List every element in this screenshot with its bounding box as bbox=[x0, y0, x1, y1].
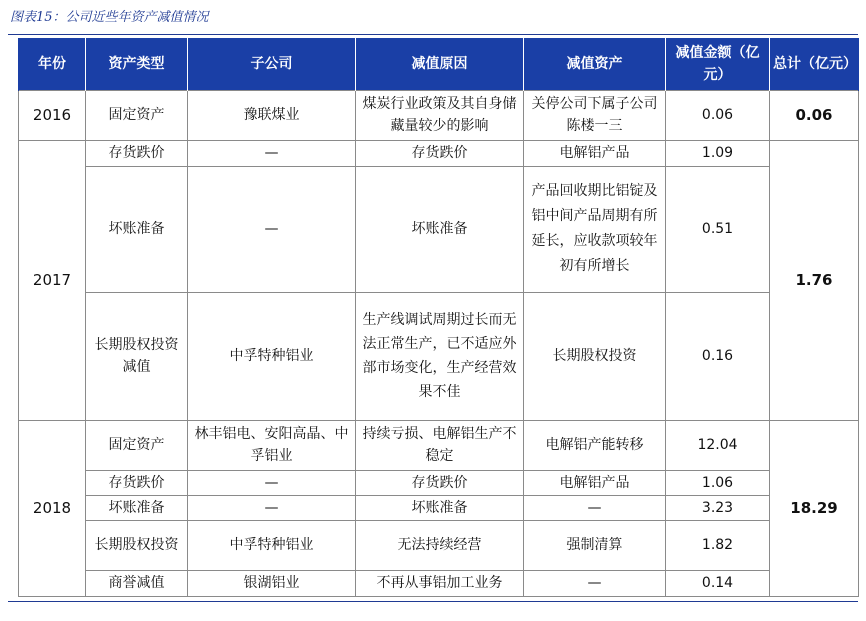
col-header-total: 总计（亿元） bbox=[770, 38, 859, 90]
asset-type-cell: 坏账准备 bbox=[86, 495, 188, 520]
asset-type-cell: 存货跌价 bbox=[86, 470, 188, 495]
subsidiary-cell: 中孚特种铝业 bbox=[188, 292, 356, 420]
table-row bbox=[19, 420, 859, 470]
figure-caption: 图表15：公司近些年资产减值情况 bbox=[10, 10, 209, 25]
amount-cell: 1.82 bbox=[666, 520, 770, 570]
reason-cell: 坏账准备 bbox=[356, 495, 524, 520]
table-row bbox=[19, 470, 859, 495]
impaired-asset-cell: 电解铝产能转移 bbox=[524, 420, 666, 470]
reason-cell: 存货跌价 bbox=[356, 470, 524, 495]
impaired-asset-cell: 电解铝产品 bbox=[524, 140, 666, 166]
caption-divider bbox=[8, 34, 858, 35]
reason-cell: 持续亏损、电解铝生产不稳定 bbox=[356, 420, 524, 470]
subsidiary-cell: — bbox=[188, 166, 356, 292]
reason-cell: 不再从事铝加工业务 bbox=[356, 570, 524, 596]
impaired-asset-cell: 产品回收期比铝锭及铝中间产品周期有所延长，应收款项较年初有所增长 bbox=[524, 166, 666, 292]
reason-cell: 坏账准备 bbox=[356, 166, 524, 292]
amount-cell: 0.14 bbox=[666, 570, 770, 596]
total-cell: 18.29 bbox=[770, 420, 859, 596]
col-header-amount: 减值金额（亿元） bbox=[666, 38, 770, 90]
total-cell: 1.76 bbox=[770, 140, 859, 420]
impaired-asset-cell: 强制清算 bbox=[524, 520, 666, 570]
impaired-asset-cell: 长期股权投资 bbox=[524, 292, 666, 420]
subsidiary-cell: 豫联煤业 bbox=[188, 90, 356, 140]
table-row bbox=[19, 292, 859, 420]
asset-type-cell: 固定资产 bbox=[86, 90, 188, 140]
subsidiary-cell: 银湖铝业 bbox=[188, 570, 356, 596]
table-row bbox=[19, 495, 859, 520]
impaired-asset-cell: — bbox=[524, 495, 666, 520]
year-cell: 2017 bbox=[19, 140, 86, 420]
asset-type-cell: 固定资产 bbox=[86, 420, 188, 470]
asset-type-cell: 长期股权投资 bbox=[86, 520, 188, 570]
amount-cell: 3.23 bbox=[666, 495, 770, 520]
asset-impairment-table bbox=[18, 38, 859, 597]
amount-cell: 12.04 bbox=[666, 420, 770, 470]
total-cell: 0.06 bbox=[770, 90, 859, 140]
subsidiary-cell: 林丰铝电、安阳高晶、中孚铝业 bbox=[188, 420, 356, 470]
table-row bbox=[19, 166, 859, 292]
impaired-asset-cell: 电解铝产品 bbox=[524, 470, 666, 495]
table-bottom-divider bbox=[8, 601, 858, 602]
subsidiary-cell: — bbox=[188, 495, 356, 520]
col-header-year: 年份 bbox=[19, 38, 86, 90]
subsidiary-cell: 中孚特种铝业 bbox=[188, 520, 356, 570]
reason-cell: 存货跌价 bbox=[356, 140, 524, 166]
impaired-asset-cell: — bbox=[524, 570, 666, 596]
impaired-asset-cell: 关停公司下属子公司陈楼一三 bbox=[524, 90, 666, 140]
table-row bbox=[19, 90, 859, 140]
asset-type-cell: 坏账准备 bbox=[86, 166, 188, 292]
amount-cell: 0.51 bbox=[666, 166, 770, 292]
col-header-asset-type: 资产类型 bbox=[86, 38, 188, 90]
amount-cell: 1.06 bbox=[666, 470, 770, 495]
reason-cell: 无法持续经营 bbox=[356, 520, 524, 570]
asset-type-cell: 长期股权投资减值 bbox=[86, 292, 188, 420]
asset-type-cell: 商誉减值 bbox=[86, 570, 188, 596]
reason-cell: 煤炭行业政策及其自身储藏量较少的影响 bbox=[356, 90, 524, 140]
year-cell: 2018 bbox=[19, 420, 86, 596]
asset-type-cell: 存货跌价 bbox=[86, 140, 188, 166]
col-header-impaired-asset: 减值资产 bbox=[524, 38, 666, 90]
header-row bbox=[19, 38, 859, 90]
subsidiary-cell: — bbox=[188, 470, 356, 495]
table-row bbox=[19, 140, 859, 166]
subsidiary-cell: — bbox=[188, 140, 356, 166]
col-header-reason: 减值原因 bbox=[356, 38, 524, 90]
col-header-subsidiary: 子公司 bbox=[188, 38, 356, 90]
reason-cell: 生产线调试周期过长而无法正常生产，已不适应外部市场变化，生产经营效果不佳 bbox=[356, 292, 524, 420]
table-row bbox=[19, 520, 859, 570]
amount-cell: 0.06 bbox=[666, 90, 770, 140]
table-row bbox=[19, 570, 859, 596]
amount-cell: 0.16 bbox=[666, 292, 770, 420]
year-cell: 2016 bbox=[19, 90, 86, 140]
amount-cell: 1.09 bbox=[666, 140, 770, 166]
